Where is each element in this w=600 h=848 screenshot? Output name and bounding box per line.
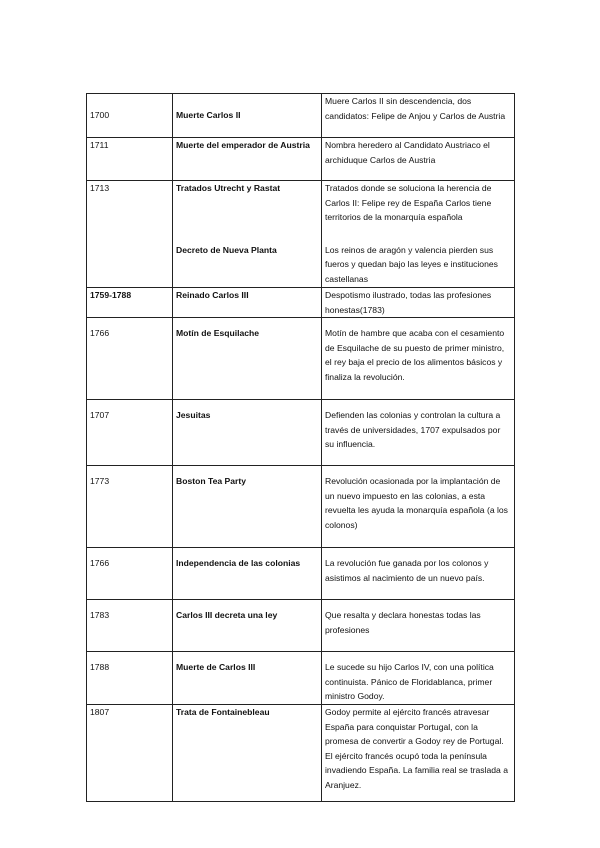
description-cell: Los reinos de aragón y valencia pierden sus fueros y quedan bajo las leyes e instituciones castellanas (322, 243, 515, 288)
table-row (87, 466, 515, 548)
year-cell: 1773 (87, 466, 173, 548)
year-cell: 1700 (87, 94, 173, 138)
event-cell: Jesuitas (173, 400, 322, 466)
description-cell: Despotismo ilustrado, todas las profesiones honestas(1783) (322, 288, 515, 318)
year-cell: 1759-1788 (87, 288, 173, 318)
event-cell: Trata de Fontainebleau (173, 704, 322, 801)
table-row (87, 600, 515, 652)
table-row (87, 318, 515, 400)
description-cell: Revolución ocasionada por la implantación de un nuevo impuesto en las colonias, a esta revuelta les ayuda la monarquía española (a los colonos) (322, 466, 515, 548)
table-row (87, 288, 515, 318)
event-cell: Reinado Carlos III (173, 288, 322, 318)
year-cell: 1713 (87, 181, 173, 243)
table-row (87, 548, 515, 600)
event-cell: Tratados Utrecht y Rastat (173, 181, 322, 243)
year-cell: 1711 (87, 138, 173, 181)
event-cell: Boston Tea Party (173, 466, 322, 548)
year-cell: 1766 (87, 548, 173, 600)
table-row (87, 181, 515, 243)
description-cell: Que resalta y declara honestas todas las profesiones (322, 600, 515, 652)
event-cell: Muerte del emperador de Austria (173, 138, 322, 181)
history-timeline-table (86, 93, 515, 802)
description-cell: Le sucede su hijo Carlos IV, con una política continuista. Pánico de Floridablanca, primer ministro Godoy. (322, 652, 515, 705)
event-cell: Carlos III decreta una ley (173, 600, 322, 652)
table-row (87, 652, 515, 705)
description-cell: Defienden las colonias y controlan la cultura a través de universidades, 1707 expulsados por su influencia. (322, 400, 515, 466)
year-cell: 1788 (87, 652, 173, 705)
event-cell: Muerte de Carlos III (173, 652, 322, 705)
table-row (87, 94, 515, 138)
description-cell: Nombra heredero al Candidato Austriaco el archiduque Carlos de Austria (322, 138, 515, 181)
year-cell: 1707 (87, 400, 173, 466)
event-cell: Motín de Esquilache (173, 318, 322, 400)
year-cell: 1807 (87, 704, 173, 801)
event-cell: Independencia de las colonias (173, 548, 322, 600)
description-cell: Motín de hambre que acaba con el cesamiento de Esquilache de su puesto de primer ministro, el rey baja el precio de los alimentos básicos y finaliza la revolución. (322, 318, 515, 400)
table-row (87, 400, 515, 466)
event-cell: Decreto de Nueva Planta (173, 243, 322, 288)
event-cell: Muerte Carlos II (173, 94, 322, 138)
year-cell: 1783 (87, 600, 173, 652)
description-cell: Godoy permite al ejército francés atravesar España para conquistar Portugal, con la promesa de convertir a Godoy rey de Portugal. El ejército francés ocupó toda la península invadiendo España. La familia real se traslada a Aranjuez. (322, 704, 515, 801)
year-cell (87, 243, 173, 288)
table-row (87, 243, 515, 288)
description-cell: Muere Carlos II sin descendencia, dos candidatos: Felipe de Anjou y Carlos de Austria (322, 94, 515, 138)
description-cell: La revolución fue ganada por los colonos y asistimos al nacimiento de un nuevo país. (322, 548, 515, 600)
table-row (87, 704, 515, 801)
table-row (87, 138, 515, 181)
description-cell: Tratados donde se soluciona la herencia de Carlos II: Felipe rey de España Carlos tiene territorios de la monarquía española (322, 181, 515, 243)
year-cell: 1766 (87, 318, 173, 400)
